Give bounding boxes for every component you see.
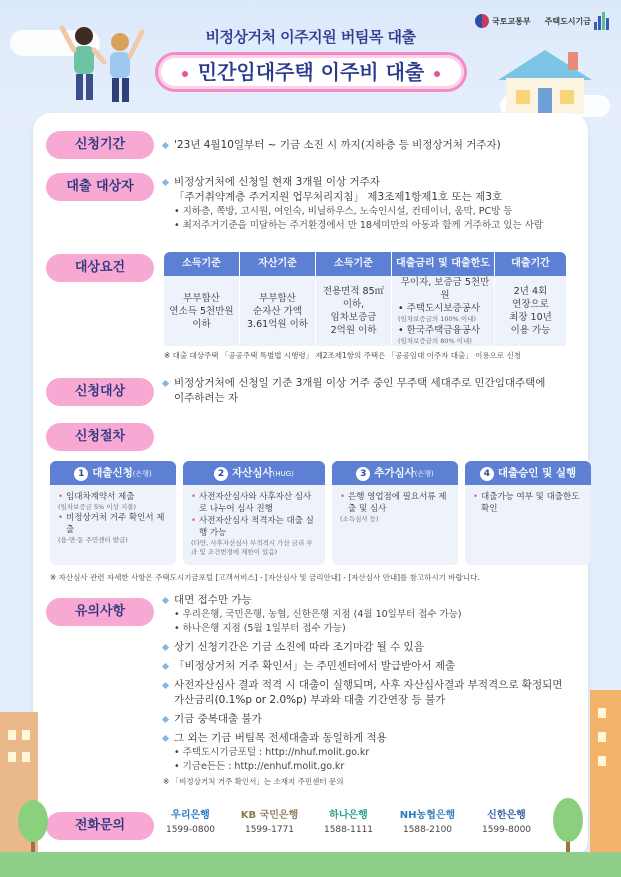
- step-header: [465, 461, 591, 485]
- step-item-text: • 은행 영업점에 필요서류 제출 및 심사: [348, 492, 447, 514]
- applicant-text: [163, 376, 568, 406]
- portal-link[interactable]: 주택도시기금포털 : http://nhuf.molit.go.kr: [182, 747, 370, 758]
- caution-subline: • 하나은행 지점 (5월 1일부터 접수 가능): [174, 623, 346, 634]
- target-bullet2-text: 최저주거기준을 미달하는 주거환경에서 만 18세미만의 아동과 함께 거주하고 있는 사람: [182, 220, 544, 231]
- procedure-step: [465, 461, 591, 565]
- window-decoration: [598, 732, 606, 742]
- step-item: [58, 512, 168, 536]
- bank-phone[interactable]: 1588-2100: [402, 825, 453, 835]
- cell-item: 주택도시보증공사: [406, 303, 481, 314]
- bank-contact: [467, 807, 546, 835]
- cell-line: 2년 4회: [513, 286, 548, 297]
- step-number: 1: [74, 467, 88, 481]
- step-note: (다만, 사후자산심사 부적격시 가산 금리 부과 및 조건변경에 제한이 있음): [191, 539, 313, 556]
- diamond-bullet-icon: [162, 596, 169, 603]
- table-cell: [316, 276, 392, 346]
- caution-line: 가산금리(0.1%p or 2.0%p) 부과와 대출 기간연장 등 불가: [174, 694, 446, 706]
- step-number: 4: [480, 467, 494, 481]
- page-title-text: 민간임대주택 이주비 대출: [197, 60, 425, 84]
- caution-text: [163, 593, 568, 789]
- step-org: (HUG): [272, 470, 294, 478]
- diamond-bullet-icon: [162, 681, 169, 688]
- step-body: [183, 485, 325, 563]
- cell-line: 최장 10년: [509, 312, 552, 323]
- bank-name: KB 국민은행: [240, 810, 299, 821]
- cell-note: (임차보증금의 80% 이내): [398, 337, 472, 345]
- caution-line: 대면 접수만 가능: [174, 594, 252, 606]
- target-line2: 「주거취약계층 주거지원 업무처리지침」 제3조제1항제1호 또는 제3호: [174, 191, 503, 203]
- table-cell: [240, 276, 316, 346]
- requirements-note: ※ 대출 대상주택 「공공주택 특별법 시행령」 제2조제1항의 주택은 「공공임대 이주자 대출」 이용으로 신청: [164, 351, 521, 360]
- caution-subline-text: 우리은행, 국민은행, 농협, 신한은행 지점 (4월 10일부터 접수 가능): [182, 609, 462, 620]
- cell-line: 전용면적 85㎡: [322, 286, 385, 297]
- window-decoration: [8, 752, 16, 762]
- cell-line: 연소득 5천만원: [169, 305, 234, 317]
- bank-phone[interactable]: 1599-8000: [481, 825, 532, 835]
- section-label-applicant: 신청대상: [46, 378, 154, 406]
- title-dot-right-icon: [434, 71, 440, 77]
- window-decoration: [598, 708, 606, 718]
- ground-decoration: [0, 852, 621, 877]
- applicant-line1: 비정상거처에 신청일 기준 3개월 이상 거주 중인 무주택 세대주로 민간임대주택에: [174, 377, 546, 389]
- bank-contact: [309, 807, 388, 835]
- caution-note: ※ 「비정상거처 거주 확인서」는 소재지 주민센터 문의: [163, 777, 344, 786]
- period-value: '23년 4월10일부터 ~ 기금 소진 시 까지(지하층 등 비정상거처 거주자): [174, 139, 501, 151]
- bank-name: 신한은행: [487, 810, 526, 821]
- procedure-note: ※ 자산심사 관련 자세한 사항은 주택도시기금포털 [고객서비스] - [자산심사 및 금리안내] - [자산심사 안내]를 참고하시기 바랍니다.: [50, 573, 480, 582]
- cell-line: 부부합산: [183, 292, 220, 304]
- enhuf-link[interactable]: 기금e든든 : http://enhuf.molit.go.kr: [182, 761, 345, 772]
- window-decoration: [8, 730, 16, 740]
- diamond-bullet-icon: [162, 662, 169, 669]
- step-title: 대출승인 및 실행: [497, 467, 577, 479]
- table-header: 자산기준: [240, 252, 316, 276]
- title-dot-left-icon: [182, 71, 188, 77]
- bank-name: 우리은행: [171, 810, 210, 821]
- tree-icon: [553, 798, 583, 842]
- step-number: 3: [356, 467, 370, 481]
- bank-phone[interactable]: 1599-0800: [165, 825, 216, 835]
- step-item-text: • 사전자산심사와 사후자산 심사로 나누어 심사 진행: [199, 492, 312, 514]
- section-label-contact: 전화문의: [46, 812, 154, 840]
- target-text: [163, 175, 563, 233]
- caution-subline-text: 하나은행 지점 (5월 1일부터 접수 가능): [182, 623, 346, 634]
- caution-line: 「비정상거처 거주 확인서」는 주민센터에서 발급받아서 제출: [174, 660, 456, 672]
- cell-line: 이하: [192, 318, 211, 330]
- cell-line: • 주택도시보증공사: [398, 303, 481, 314]
- period-text: [163, 138, 501, 153]
- house-icon: [490, 46, 600, 116]
- section-label-procedure: 신청절차: [46, 423, 154, 451]
- window-decoration: [598, 756, 606, 766]
- diamond-bullet-icon: [162, 178, 169, 185]
- cell-line: 순자산 가액: [253, 305, 302, 317]
- table-header: 대출기간: [495, 252, 566, 276]
- step-item: [191, 515, 317, 539]
- procedure-step: [50, 461, 176, 565]
- bank-name: NH농협은행: [399, 810, 456, 821]
- step-note: (임차보증금 5% 이상 지불): [58, 503, 137, 511]
- cell-line: 이용 가능: [510, 325, 551, 336]
- step-note: (읍·면·동 주민센터 발급): [58, 536, 128, 544]
- diamond-bullet-icon: [162, 141, 169, 148]
- caution-line: 기금 중복대출 불가: [174, 713, 262, 725]
- step-title: 추가심사: [374, 467, 415, 479]
- page-subtitle: 비정상거처 이주지원 버팀목 대출: [205, 28, 416, 46]
- step-item: [340, 491, 450, 515]
- caution-line: 상기 신청기간은 기금 소진에 따라 조기마감 될 수 있음: [174, 641, 424, 653]
- caution-subline: • 주택도시기금포털 : http://nhuf.molit.go.kr: [174, 747, 370, 758]
- step-title: 자산심사: [232, 467, 273, 479]
- cell-line: 3.61억원 이하: [247, 318, 308, 330]
- cell-line: 무이자, 보증금 5천만원: [400, 277, 490, 301]
- cell-line: 부부합산: [259, 292, 296, 304]
- step-header: [50, 461, 176, 485]
- section-label-target: 대출 대상자: [46, 173, 154, 201]
- table-header: 소득기준: [316, 252, 392, 276]
- table-header: 소득기준: [164, 252, 240, 276]
- cell-line: • 한국주택금융공사: [398, 325, 481, 336]
- table-cell: [392, 276, 495, 346]
- diamond-bullet-icon: [162, 734, 169, 741]
- target-bullet2: • 최저주거기준을 미달하는 주거환경에서 만 18세미만의 아동과 함께 거주하고 있는 사람: [174, 220, 544, 231]
- table-cell: [495, 276, 566, 346]
- table-header: 대출금리 및 대출한도: [392, 252, 495, 276]
- bank-contact: [388, 807, 467, 835]
- bank-contact: [151, 807, 230, 835]
- tree-icon: [18, 800, 48, 842]
- table-cell: [164, 276, 240, 346]
- step-title: 대출신청: [92, 467, 133, 479]
- step-item: [58, 491, 168, 503]
- bank-phone[interactable]: 1599-1771: [244, 825, 295, 835]
- window-decoration: [22, 730, 30, 740]
- cell-line: 임차보증금: [330, 312, 377, 323]
- diamond-bullet-icon: [162, 379, 169, 386]
- applicant-line2: 이주하려는 자: [174, 392, 239, 404]
- step-body: [332, 485, 458, 530]
- hug-name: 주택도시기금: [544, 16, 591, 26]
- diamond-bullet-icon: [162, 643, 169, 650]
- section-label-caution: 유의사항: [46, 598, 154, 626]
- target-bullet1-text: 지하층, 쪽방, 고시원, 여인숙, 비닐하우스, 노숙인시설, 컨테이너, 움막, PC방 등: [182, 206, 513, 217]
- bank-contact: [230, 807, 309, 835]
- step-note: (소득심사 등): [340, 515, 379, 523]
- cell-line: 이하,: [342, 299, 365, 310]
- caution-line: 사전자산심사 결과 적격 시 대출이 실행되며, 사후 자산심사결과 부적격으로 확정되면: [174, 679, 563, 691]
- caution-subline: • 우리은행, 국민은행, 농협, 신한은행 지점 (4월 10일부터 접수 가능): [174, 609, 462, 620]
- caution-line: 그 외는 기금 버팀목 전세대출과 동일하게 적용: [174, 732, 387, 744]
- step-item: [473, 491, 583, 515]
- step-item: [191, 491, 317, 515]
- target-bullet1: • 지하층, 쪽방, 고시원, 여인숙, 비닐하우스, 노숙인시설, 컨테이너, 움막, PC방 등: [174, 206, 513, 217]
- step-body: [50, 485, 176, 551]
- ministry-name: 국토교통부: [491, 16, 531, 26]
- cell-line: 연장으로: [512, 299, 549, 310]
- bank-phone[interactable]: 1588-1111: [323, 825, 374, 835]
- requirements-table: [164, 252, 566, 346]
- procedure-steps: [50, 461, 591, 565]
- section-label-period: 신청기간: [46, 131, 154, 159]
- bank-name: 하나은행: [329, 810, 368, 821]
- cell-line: 2억원 이하: [330, 325, 377, 336]
- bank-contacts: [151, 807, 546, 835]
- step-item-text: • 사전자산심사 적격자는 대출 실행 가능: [199, 516, 314, 538]
- procedure-step: [183, 461, 325, 565]
- step-item-text: • 임대차계약서 제출: [66, 492, 135, 502]
- window-decoration: [22, 752, 30, 762]
- caution-subline: • 기금e든든 : http://enhuf.molit.go.kr: [174, 761, 345, 772]
- step-item-text: • 비정상거처 거주 확인서 제출: [66, 513, 165, 535]
- step-number: 2: [214, 467, 228, 481]
- target-line1: 비정상거처에 신청일 현재 3개월 이상 거주자: [174, 176, 380, 188]
- page-title: [155, 52, 467, 92]
- step-item-text: • 대출가능 여부 및 대출한도 확인: [481, 492, 580, 514]
- diamond-bullet-icon: [162, 715, 169, 722]
- step-header: [332, 461, 458, 485]
- step-org: (은행): [132, 470, 152, 478]
- cell-item: 한국주택금융공사: [406, 325, 481, 336]
- procedure-step: [332, 461, 458, 565]
- section-label-requirements: 대상요건: [46, 254, 154, 282]
- step-org: (은행): [414, 470, 434, 478]
- cell-note: (임차보증금의 100% 이내): [398, 315, 477, 323]
- step-body: [465, 485, 591, 521]
- step-header: [183, 461, 325, 485]
